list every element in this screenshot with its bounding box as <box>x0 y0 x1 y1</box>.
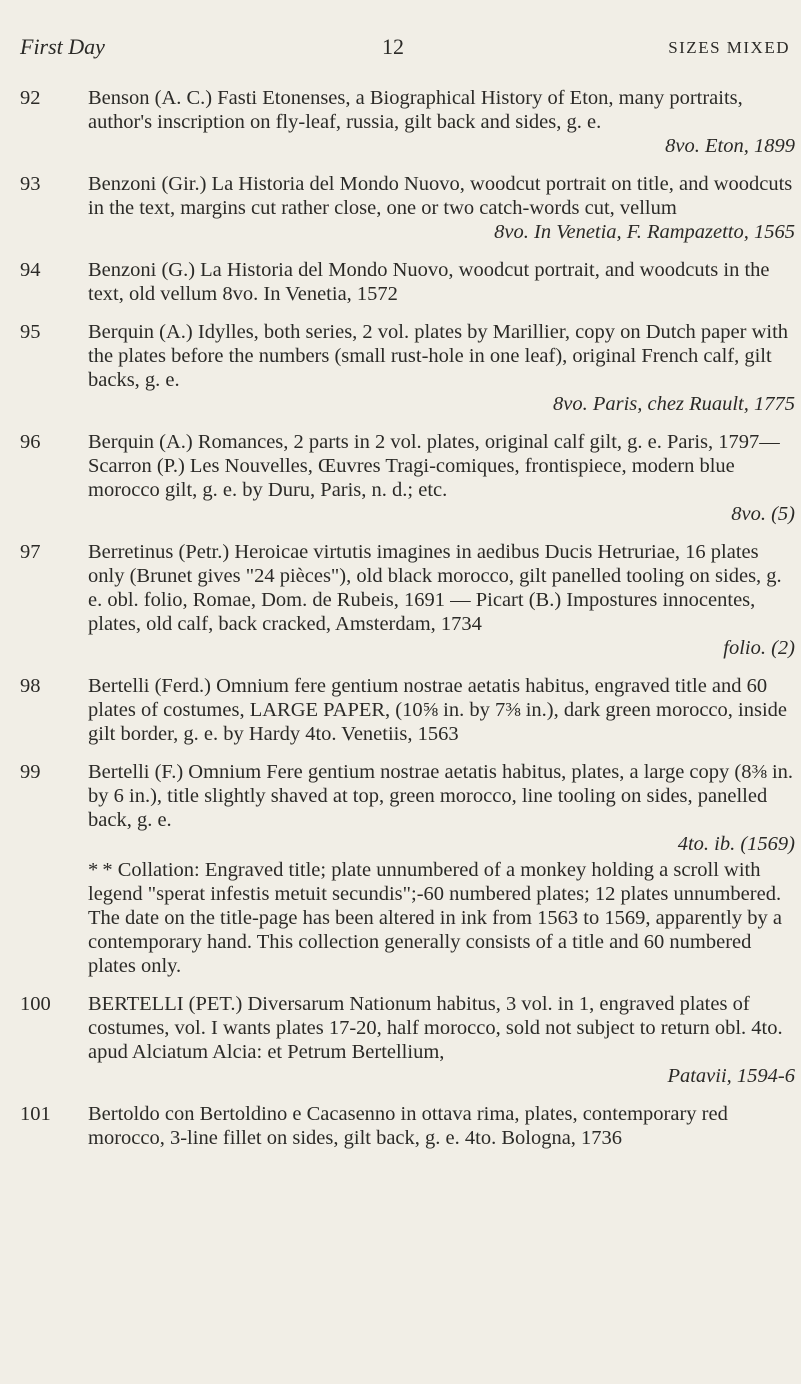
lot-imprint: 8vo. (5) <box>731 503 795 525</box>
lot-imprint: 4to. ib. (1569) <box>677 833 795 855</box>
lot-number: 92 <box>20 87 41 109</box>
lot-entry <box>20 430 795 526</box>
lot-description: BERTELLI (PET.) Diversarum Nationum habitus, 3 vol. in 1, engraved plates of costumes, vol. I wants plates 17-20, half morocco, sold not subject to return obl. 4to. apud Alciatum Alcia: et Petrum Bertellium, <box>88 993 783 1063</box>
lot-entry <box>20 258 795 306</box>
lot-description: Bertelli (Ferd.) Omnium fere gentium nostrae aetatis habitus, engraved title and 60 plates of costumes, LARGE PAPER, (10⅝ in. by 7⅜ in.), dark green morocco, inside gilt border, g. e. by Hardy 4to. Venetiis, 1563 <box>88 675 787 745</box>
lot-entry <box>20 674 795 746</box>
lot-description: Berretinus (Petr.) Heroicae virtutis imagines in aedibus Ducis Hetruriae, 16 plates only (Brunet gives "24 pièces"), old black morocco, gilt panelled tooling on sides, g. e. obl. folio, Romae, Dom. de Rubeis, 1691 — Picart (B.) Impostures innocentes, plates, old calf, back cracked, Amsterdam, 1734 <box>88 541 782 635</box>
lot-description: Berquin (A.) Romances, 2 parts in 2 vol. plates, original calf gilt, g. e. Paris, 1797—Scarron (P.) Les Nouvelles, Œuvres Tragi-comiques, frontispiece, modern blue morocco gilt, g. e. by Duru, Paris, n. d.; etc. <box>88 431 780 501</box>
lot-description: Bertoldo con Bertoldino e Cacasenno in ottava rima, plates, contemporary red morocco, 3-line fillet on sides, gilt back, g. e. 4to. Bologna, 1736 <box>88 1103 728 1149</box>
lot-entry <box>20 86 795 158</box>
lot-description: Benson (A. C.) Fasti Etonenses, a Biographical History of Eton, many portraits, author's inscription on fly-leaf, russia, gilt back and sides, g. e. <box>88 87 743 133</box>
lot-collation-note: * * Collation: Engraved title; plate unnumbered of a monkey holding a scroll with legend "sperat infestis metuit secundis";-60 numbered plates; 12 plates unnumbered. The date on the title-page has been altered in ink from 1563 to 1569, apparently by a contemporary hand. This collection generally consists of a title and 60 numbered plates only. <box>88 859 782 977</box>
lot-number: 98 <box>20 675 41 697</box>
lot-number: 100 <box>20 993 51 1015</box>
running-header <box>20 34 790 64</box>
lot-entry <box>20 540 795 660</box>
lot-imprint: Patavii, 1594-6 <box>667 1065 795 1087</box>
header-day: First Day <box>20 34 105 59</box>
lot-imprint: folio. (2) <box>723 637 795 659</box>
catalogue-entries <box>20 86 795 1164</box>
lot-description: Bertelli (F.) Omnium Fere gentium nostrae aetatis habitus, plates, a large copy (8⅜ in. by 6 in.), title slightly shaved at top, green morocco, line tooling on sides, panelled back, g. e. <box>88 761 794 831</box>
lot-number: 101 <box>20 1103 51 1125</box>
lot-entry <box>20 1102 795 1150</box>
lot-imprint: 8vo. Paris, chez Ruault, 1775 <box>553 393 795 415</box>
lot-number: 99 <box>20 761 41 783</box>
lot-description: Benzoni (G.) La Historia del Mondo Nuovo, woodcut portrait, and woodcuts in the text, old vellum 8vo. In Venetia, 1572 <box>88 259 770 305</box>
lot-entry <box>20 172 795 244</box>
lot-number: 94 <box>20 259 41 281</box>
lot-imprint: 8vo. Eton, 1899 <box>665 135 795 157</box>
lot-number: 95 <box>20 321 41 343</box>
lot-number: 96 <box>20 431 41 453</box>
lot-number: 97 <box>20 541 41 563</box>
lot-entry <box>20 992 795 1088</box>
lot-imprint: 8vo. In Venetia, F. Rampazetto, 1565 <box>494 221 795 243</box>
lot-description: Berquin (A.) Idylles, both series, 2 vol. plates by Marillier, copy on Dutch paper with the plates before the numbers (small rust-hole in one leaf), original French calf, gilt backs, g. e. <box>88 321 789 391</box>
lot-description: Benzoni (Gir.) La Historia del Mondo Nuovo, woodcut portrait on title, and woodcuts in the text, margins cut rather close, one or two catch-words cut, vellum <box>88 173 793 219</box>
page-number: 12 <box>382 34 404 59</box>
lot-number: 93 <box>20 173 41 195</box>
header-section: SIZES MIXED <box>668 38 790 57</box>
lot-entry <box>20 760 795 978</box>
lot-entry <box>20 320 795 416</box>
